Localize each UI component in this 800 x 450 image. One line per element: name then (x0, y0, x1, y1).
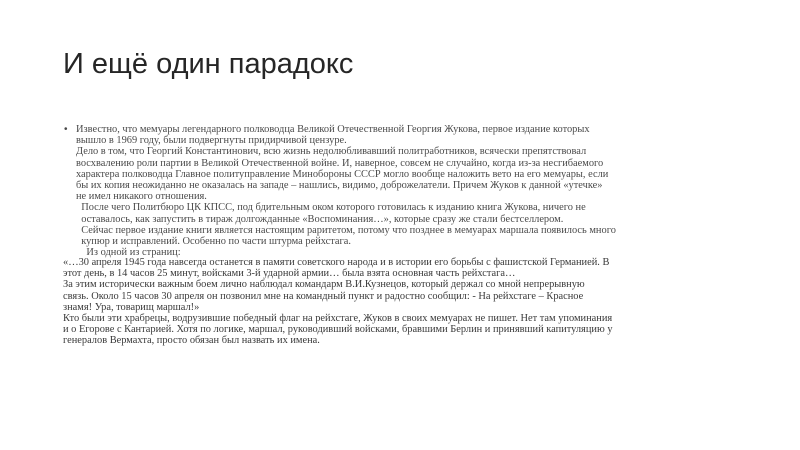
text-line: Сейчас первое издание книги является настоящим раритетом, потому что позднее в мемуарах маршала появилось много (76, 224, 616, 236)
quote-paragraph (63, 257, 753, 347)
text-line: характера полководца Главное политуправление Минобороны СССР могло вообще наложить вето на его мемуары, если (76, 168, 609, 180)
quote-line: и о Егорове с Кантарией. Хотя по логике, маршал, руководивший войсками, бравшими Берлин и принявший капитуляцию у (63, 324, 613, 336)
quote-line: «…30 апреля 1945 года навсегда останется в памяти советского народа и в истории его борьбы с фашистской Германией. В (63, 257, 610, 268)
slide-title: И ещё один парадокс (63, 48, 354, 80)
text-line: оставалось, как запустить в тираж долгожданные «Воспоминания…», которые сразу же стали бестселлером. (76, 213, 564, 225)
text-line: не имел никакого отношения. (76, 191, 207, 203)
quote-line: знамя! Ура, товарищ маршал!» (63, 301, 200, 313)
text-line: бы их копия неожиданно не оказалась на западе – нашлись, видимо, доброжелатели. Причем Жуков к данной «утечке» (76, 180, 603, 192)
text-line: вышло в 1969 году, были подвергнуты придирчивой цензуре. (76, 135, 347, 147)
text-line: купюр и исправлений. Особенно по части штурма рейхстага. (76, 236, 352, 248)
quote-line: генералов Вермахта, просто обязан был назвать их имена. (63, 335, 320, 347)
bullet-text (76, 124, 744, 258)
bullet-paragraph (64, 124, 744, 258)
text-line: Дело в том, что Георгий Константинович, всю жизнь недолюбливавший политработников, всячески препятствовал (76, 146, 587, 158)
quote-line: За этим исторически важным боем лично наблюдал командарм В.И.Кузнецов, который держал со мной непрерывную (63, 279, 585, 291)
text-line: Из одной из страниц: (76, 247, 181, 259)
quote-line: этот день, в 14 часов 25 минут, войсками 3-й ударной армии… была взята основная часть рейхстага… (63, 268, 516, 280)
quote-line: связь. Около 15 часов 30 апреля он позвонил мне на командный пункт и радостно сообщил: - На рейхстаге – Красное (63, 290, 584, 302)
text-line: восхвалению роли партии в Великой Отечественной войне. И, наверное, совсем не случайно, когда из-за несгибаемого (76, 157, 604, 169)
bullet-marker: • (64, 124, 68, 135)
quote-line: Кто были эти храбрецы, водрузившие победный флаг на рейхстаге, Жуков в своих мемуарах не пишет. Нет там упоминания (63, 313, 613, 325)
text-line: После чего Политбюро ЦК КПСС, под бдительным оком которого готовилась к изданию книга Жукова, ничего не (76, 202, 586, 214)
text-line: Известно, что мемуары легендарного полководца Великой Отечественной Георгия Жукова, первое издание которых (76, 124, 590, 135)
